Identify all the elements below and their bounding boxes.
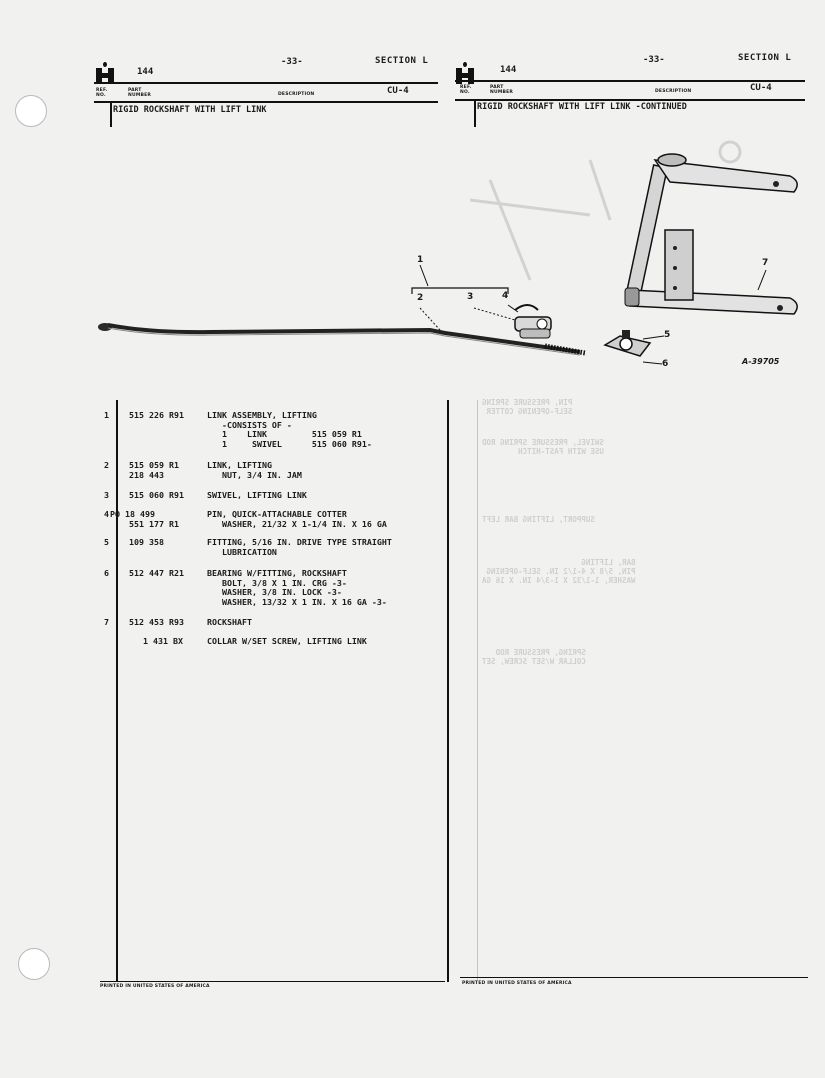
column-divider [447,400,449,982]
footer-printed-in: PRINTED IN UNITED STATES OF AMERICA [100,984,210,989]
header-rule [455,80,805,82]
part-description: SWIVEL, LIFTING LINK [207,490,307,500]
part-description: BEARING W/FITTING, ROCKSHAFT [207,568,347,578]
binder-hole-bottom [18,948,50,980]
page-number: -33- [281,57,303,67]
part-number-header: PART NUMBER [128,88,152,98]
description-header: DESCRIPTION [278,92,315,97]
ref-no-header: REF. NO. [96,88,108,98]
callout-6: 6 [662,359,669,369]
ref-number: 6 [104,568,109,578]
ref-number: 1 [104,410,109,420]
ref-no-header: REF. NO. [460,85,472,95]
bleed-through-text: SWIVEL, PRESSURE SPRING ROD USE WITH FAST-HITCH [482,438,604,456]
catalog-code: CU-4 [387,86,409,96]
section-subtitle: RIGID ROCKSHAFT WITH LIFT LINK [113,105,267,115]
ref-number: 2 [104,460,109,470]
part-number-header: PART NUMBER [490,85,514,95]
bearing [605,330,650,356]
swivel [515,317,551,338]
part-description: WASHER, 13/32 X 1 IN. X 16 GA -3- [207,596,387,607]
group-number: 144 [137,67,154,77]
ih-logo-icon [96,62,114,84]
page-number: -33- [643,55,665,65]
section-subtitle: RIGID ROCKSHAFT WITH LIFT LINK -CONTINUED [477,102,687,112]
parts-illustration [90,140,810,380]
bleed-through-text: PIN, PRESSURE SPRING SELF-OPENING COTTER [482,398,573,416]
part-number: 1 431 BX [143,636,183,646]
right-ref-column-rule [477,400,478,980]
part-number: 218 443 [129,469,164,480]
group-number: 144 [500,65,517,75]
part-number: PO 18 499 [110,509,155,519]
illustration-id: A-39705 [742,357,780,366]
ref-number: 4 [104,509,109,519]
callout-2: 2 [417,293,424,303]
bleed-through-text: SPRING, PRESSURE ROD COLLAR W/SET SCREW, SET [482,648,586,666]
bottom-rule-left [100,981,445,982]
footer-printed-in: PRINTED IN UNITED STATES OF AMERICA [462,981,572,986]
binder-hole-top [15,95,47,127]
bottom-rule-right [460,977,808,978]
ref-column-rule [116,400,118,982]
part-number: 109 358 [129,537,164,547]
ref-number: 7 [104,617,109,627]
callout-4: 4 [502,291,509,301]
callout-1: 1 [417,255,424,265]
part-description: WASHER, 3/8 IN. LOCK -3- [207,587,342,597]
part-description: PIN, QUICK-ATTACHABLE COTTER [207,509,347,519]
part-description: -CONSISTS OF - [207,419,292,430]
left-vertical-rule [110,103,112,127]
part-description: ROCKSHAFT [207,617,252,627]
section-label: SECTION L [375,56,429,66]
header-rule-lower [94,101,438,103]
header-rule-lower [455,99,805,101]
part-number: 512 453 R93 [129,617,184,627]
bleed-through-text: BAR, LIFTING PIN, 5/8 X 4-1/2 IN. SELF-OPENING WASHER, 1-1/32 X 1-3/4 IN. X 16 GA [482,558,636,585]
header-rule [94,82,438,84]
part-number: 512 447 R21 [129,568,184,578]
part-number: 551 177 R1 [129,518,179,529]
part-description: 1 SWIVEL 515 060 R91- [207,438,372,449]
callout-7: 7 [762,258,769,268]
ref-number: 3 [104,490,109,500]
catalog-code: CU-4 [750,83,772,93]
part-description: WASHER, 21/32 X 1-1/4 IN. X 16 GA [207,518,387,529]
part-description: LINK, LIFTING [207,460,272,470]
part-description: NUT, 3/4 IN. JAM [207,469,302,480]
part-description: BOLT, 3/8 X 1 IN. CRG -3- [207,577,347,588]
part-number: 515 059 R1 [129,460,179,470]
part-description: LUBRICATION [207,546,277,557]
bleed-through-text: SUPPORT, LIFTING BAR LEFT [482,515,595,524]
right-vertical-rule [474,101,476,127]
part-description: FITTING, 5/16 IN. DRIVE TYPE STRAIGHT [207,537,392,547]
rockshaft [625,154,797,314]
part-description: COLLAR W/SET SCREW, LIFTING LINK [207,636,367,646]
callout-5: 5 [664,330,671,340]
part-number: 515 226 R91 [129,410,184,420]
ref-number: 5 [104,537,109,547]
part-description: 1 LINK 515 059 R1 [207,429,362,439]
description-header: DESCRIPTION [655,89,692,94]
section-label: SECTION L [738,53,792,63]
callout-3: 3 [467,292,474,302]
lift-link-rod [98,323,585,355]
part-description: LINK ASSEMBLY, LIFTING [207,410,317,420]
part-number: 515 060 R91 [129,490,184,500]
